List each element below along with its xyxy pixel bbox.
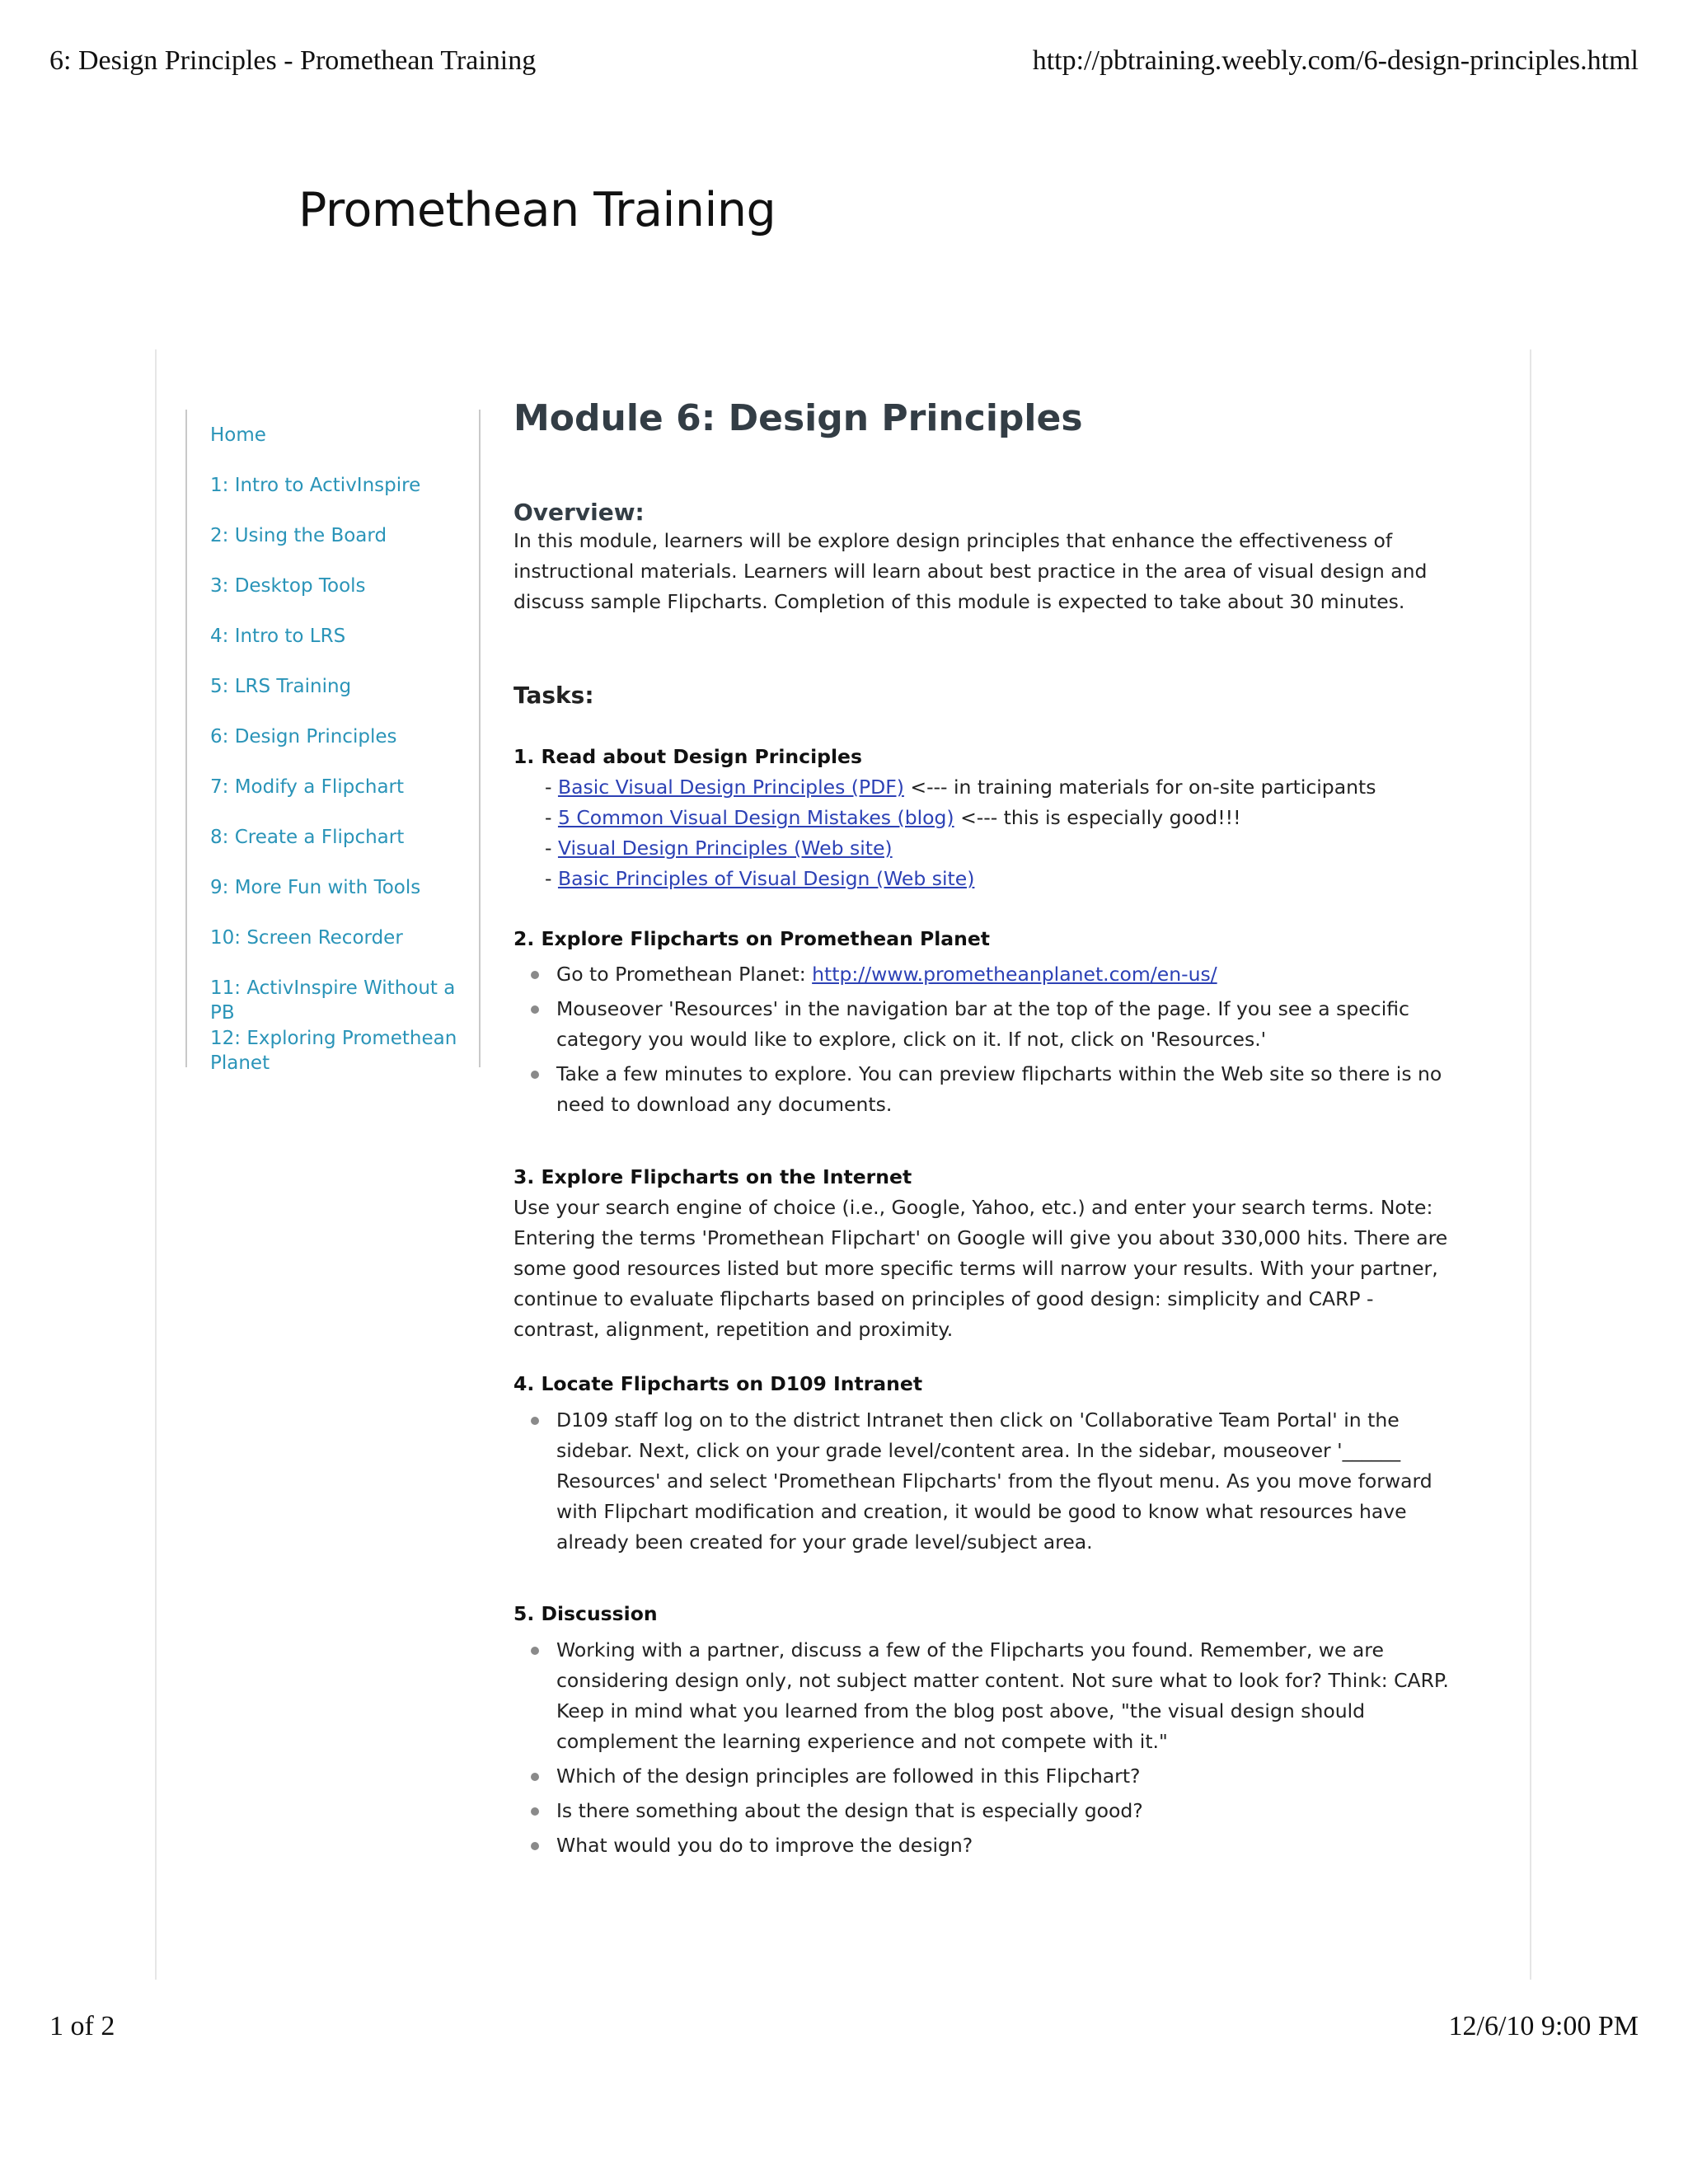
nav-item-modify-flipchart[interactable]: 7: Modify a Flipchart [210,776,405,798]
nav-item-exploring-promethean[interactable]: 12: Exploring Promethean [210,1028,457,1049]
print-page-count: 1 of 2 [49,2011,115,2041]
nav-item-home[interactable]: Home [210,424,266,446]
nav-item-lrs-training[interactable]: 5: LRS Training [210,676,352,697]
sidebar-nav [185,410,481,1074]
task-3-heading: 3. Explore Flipcharts on the Internet [513,1165,912,1188]
nav-item-using-the-board[interactable]: 2: Using the Board [210,525,387,546]
link-5-common-visual-design-mistakes[interactable]: 5 Common Visual Design Mistakes (blog) [557,806,954,829]
nav-item-intro-lrs[interactable]: 4: Intro to LRS [210,626,346,647]
bullet-text: Go to Promethean Planet: [556,963,813,986]
print-footer [49,2011,1639,2042]
task-2-heading: 2. Explore Flipcharts on Promethean Planet [513,927,991,950]
page-title: Module 6: Design Principles [513,397,1083,439]
list-item: D109 staff log on to the district Intranet then click on 'Collaborative Team Portal' in the sidebar. Next, click on your grade level/content area. In the sidebar, mouseover '______ Resources' and select 'Promethean Flipcharts' from the flyout menu. As you move forward with Flipchart modification and creation, it would be good to know what resources have already been created for your grade level/subject area. [513,1405,1461,1558]
link-note: <--- in training materials for on-site participants [903,776,1376,799]
tasks-heading: Tasks: [513,682,594,709]
nav-item-create-flipchart[interactable]: 8: Create a Flipchart [210,827,405,848]
nav-item-screen-recorder[interactable]: 10: Screen Recorder [210,927,403,949]
task-4-list [513,1405,1461,1558]
list-item: Is there something about the design that is especially good? [513,1796,1461,1826]
print-url: http://pbtraining.weebly.com/6-design-principles.html [1032,45,1639,76]
task-1-link-row [513,864,1461,894]
link-note: <--- this is especially good!!! [954,806,1241,829]
dash: - [545,837,558,860]
dash: - [545,806,558,829]
task-1-link-row [513,803,1461,833]
task-1-heading: 1. Read about Design Principles [513,745,862,768]
list-item [513,959,1461,990]
task-3-text: Use your search engine of choice (i.e., Google, Yahoo, etc.) and enter your search terms. Note: Entering the terms 'Promethean Flipchart' on Google will give you about 330,000 hits. There are some good resources listed but more specific terms will narrow your results. With your partner, continue to evaluate flipcharts based on principles of good design: simplicity and CARP - contrast, alignment, repetition and proximity. [513,1196,1448,1341]
link-promethean-planet[interactable]: http://www.prometheanplanet.com/en-us/ [812,963,1217,986]
task-2-list [513,959,1461,1120]
overview-heading: Overview: [513,499,645,526]
print-datetime: 12/6/10 9:00 PM [1448,2011,1639,2041]
link-basic-principles-visual-design-web[interactable]: Basic Principles of Visual Design (Web site) [557,867,975,890]
link-visual-design-principles-web[interactable]: Visual Design Principles (Web site) [557,837,893,860]
site-title[interactable]: Promethean Training [298,183,776,237]
dash: - [545,867,558,890]
task-4 [513,1369,1461,1558]
print-header [49,45,1639,77]
overview-text: In this module, learners will be explore design principles that enhance the effectiveness of instructional materials. Learners will learn about best practice in the area of visual design and discuss sample Flipcharts. Completion of this module is expected to take about 30 minutes. [513,529,1428,613]
nav-item-exploring-promethean-cont[interactable]: Planet [210,1052,270,1074]
nav-item-more-fun-with-tools[interactable]: 9: More Fun with Tools [210,877,421,898]
task-1 [513,742,1461,894]
list-item: What would you do to improve the design? [513,1830,1461,1861]
task-3 [513,1162,1461,1345]
list-item: Take a few minutes to explore. You can preview flipcharts within the Web site so there is no need to download any documents. [513,1059,1461,1120]
main-content [513,396,1470,1857]
nav-item-design-principles[interactable]: 6: Design Principles [210,726,397,748]
task-5 [513,1599,1461,1861]
list-item: Which of the design principles are followed in this Flipchart? [513,1761,1461,1792]
nav-item-activinspire-without-pb[interactable]: 11: ActivInspire Without a PB [210,977,456,1024]
dash: - [545,776,558,799]
task-5-list [513,1635,1461,1861]
task-1-link-row [513,833,1461,864]
link-basic-visual-design-principles-pdf[interactable]: Basic Visual Design Principles (PDF) [557,776,904,799]
nav-item-desktop-tools[interactable]: 3: Desktop Tools [210,575,366,597]
nav-item-intro-activinspire[interactable]: 1: Intro to ActivInspire [210,475,421,496]
task-1-link-row [513,772,1461,803]
list-item: Mouseover 'Resources' in the navigation bar at the top of the page. If you see a specific category you would like to explore, click on it. If not, click on 'Resources.' [513,994,1461,1055]
task-5-heading: 5. Discussion [513,1602,658,1625]
task-2 [513,924,1461,1120]
list-item: Working with a partner, discuss a few of the Flipcharts you found. Remember, we are considering design only, not subject matter content. Not sure what to look for? Think: CARP. Keep in mind what you learned from the blog post above, "the visual design should complement the learning experience and not compete with it." [513,1635,1461,1757]
task-4-heading: 4. Locate Flipcharts on D109 Intranet [513,1372,923,1395]
print-page-title: 6: Design Principles - Promethean Training [49,45,537,76]
